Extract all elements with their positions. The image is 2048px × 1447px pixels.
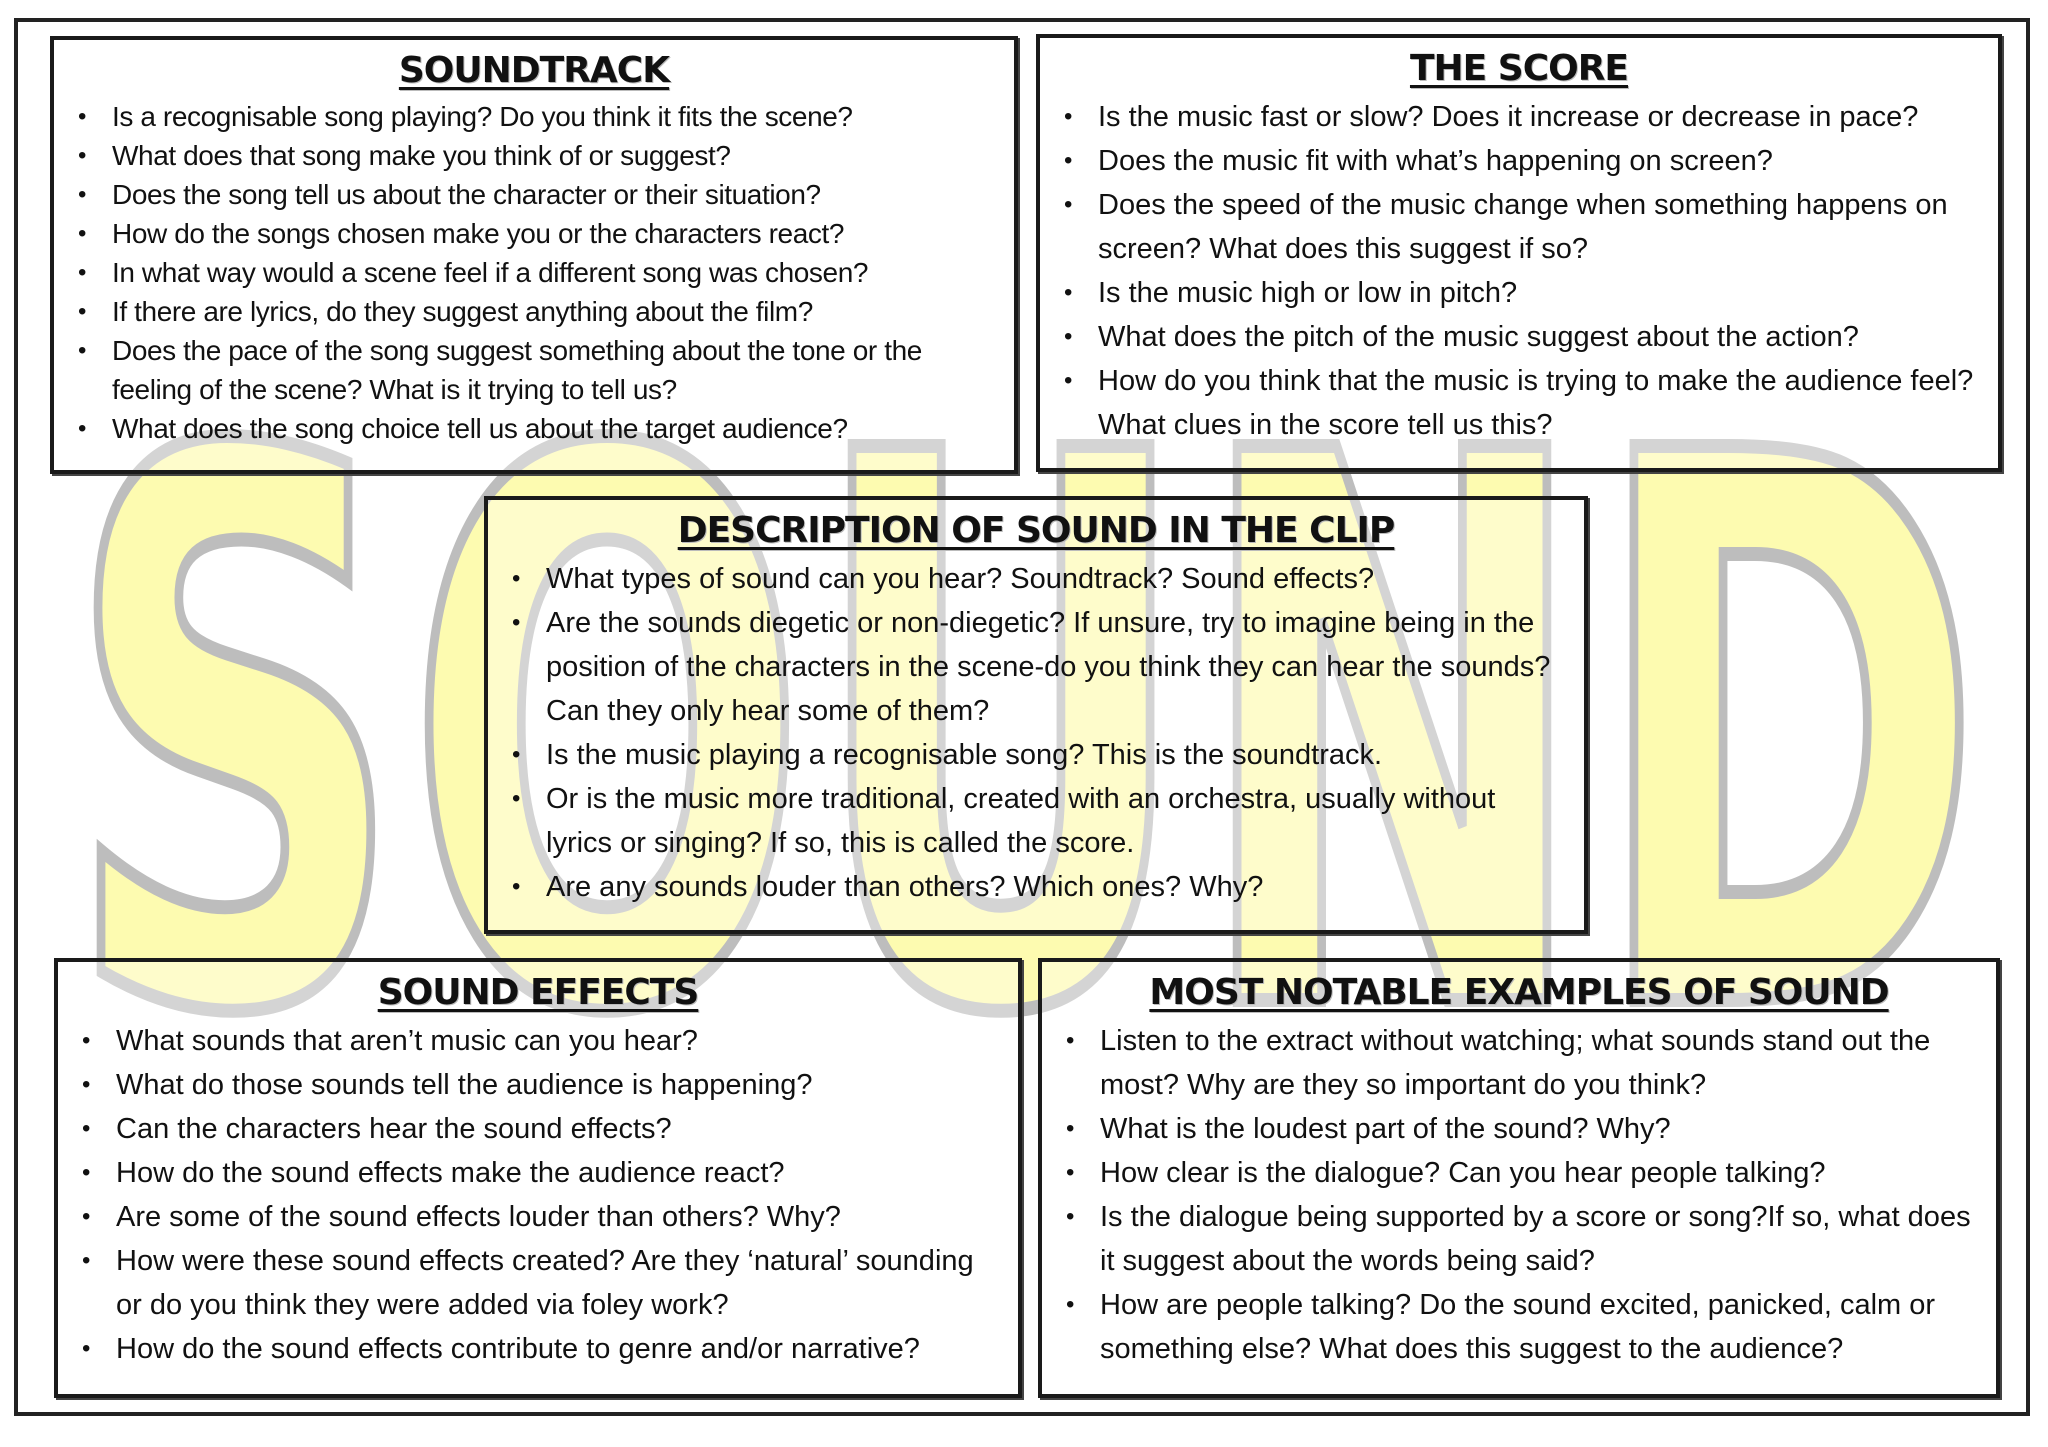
list-item: • Are the sounds diegetic or non-diegetic? If unsure, try to imagine being in the position of the characters in the scene-do you think they can hear the sounds? Can they only hear some of them? (506, 601, 1566, 733)
list-item: • Is the music high or low in pitch? (1058, 271, 1980, 315)
list-item: • How do you think that the music is trying to make the audience feel? What clues in the score tell us this? (1058, 359, 1980, 447)
soundtrack-list (72, 97, 996, 448)
score-list (1058, 95, 1980, 447)
list-item: • Are some of the sound effects louder than others? Why? (76, 1195, 1000, 1239)
list-item: • How are people talking? Do the sound excited, panicked, calm or something else? What does this suggest to the audience? (1060, 1283, 1978, 1371)
list-item: • How were these sound effects created? Are they ‘natural’ sounding or do you think they were added via foley work? (76, 1239, 1000, 1327)
list-item: • How do the sound effects contribute to genre and/or narrative? (76, 1327, 1000, 1371)
list-item: • Is the music playing a recognisable song? This is the soundtrack. (506, 733, 1566, 777)
list-item: • What do those sounds tell the audience is happening? (76, 1063, 1000, 1107)
sound-effects-list (76, 1019, 1000, 1371)
list-item: • Can the characters hear the sound effects? (76, 1107, 1000, 1151)
soundtrack-title: SOUNDTRACK (398, 50, 670, 91)
list-item: • Does the song tell us about the character or their situation? (72, 175, 996, 214)
list-item: • Does the speed of the music change when something happens on screen? What does this suggest if so? (1058, 183, 1980, 271)
description-title: DESCRIPTION OF SOUND IN THE CLIP (677, 510, 1395, 551)
list-item: • What is the loudest part of the sound? Why? (1060, 1107, 1978, 1151)
list-item: • In what way would a scene feel if a different song was chosen? (72, 253, 996, 292)
list-item: • What does that song make you think of or suggest? (72, 136, 996, 175)
list-item: • What sounds that aren’t music can you hear? (76, 1019, 1000, 1063)
list-item: • If there are lyrics, do they suggest anything about the film? (72, 292, 996, 331)
list-item: • Is the dialogue being supported by a score or song?If so, what does it suggest about the words being said? (1060, 1195, 1978, 1283)
list-item: • Listen to the extract without watching; what sounds stand out the most? Why are they so important do you think? (1060, 1019, 1978, 1107)
notable-examples-title: MOST NOTABLE EXAMPLES OF SOUND (1149, 972, 1889, 1013)
list-item: • Or is the music more traditional, created with an orchestra, usually without lyrics or singing? If so, this is called the score. (506, 777, 1566, 865)
score-title: THE SCORE (1409, 48, 1629, 89)
notable-examples-panel (1038, 958, 2000, 1398)
list-item: • What types of sound can you hear? Soundtrack? Sound effects? (506, 557, 1566, 601)
list-item: • What does the pitch of the music suggest about the action? (1058, 315, 1980, 359)
list-item: • Does the pace of the song suggest something about the tone or the feeling of the scene? What is it trying to tell us? (72, 331, 996, 409)
list-item: • How clear is the dialogue? Can you hear people talking? (1060, 1151, 1978, 1195)
sound-effects-title: SOUND EFFECTS (377, 972, 699, 1013)
sound-watermark-text: SOUND (64, 296, 1984, 1180)
list-item: • How do the songs chosen make you or the characters react? (72, 214, 996, 253)
notable-examples-list (1060, 1019, 1978, 1371)
sound-effects-panel (54, 958, 1022, 1398)
list-item: • Is the music fast or slow? Does it increase or decrease in pace? (1058, 95, 1980, 139)
description-panel (484, 496, 1588, 934)
list-item: • Does the music fit with what’s happening on screen? (1058, 139, 1980, 183)
description-list (506, 557, 1566, 909)
list-item: • What does the song choice tell us about the target audience? (72, 409, 996, 448)
list-item: • Is a recognisable song playing? Do you think it fits the scene? (72, 97, 996, 136)
soundtrack-panel (50, 36, 1018, 474)
list-item: • Are any sounds louder than others? Which ones? Why? (506, 865, 1566, 909)
list-item: • How do the sound effects make the audience react? (76, 1151, 1000, 1195)
score-panel (1036, 34, 2002, 472)
